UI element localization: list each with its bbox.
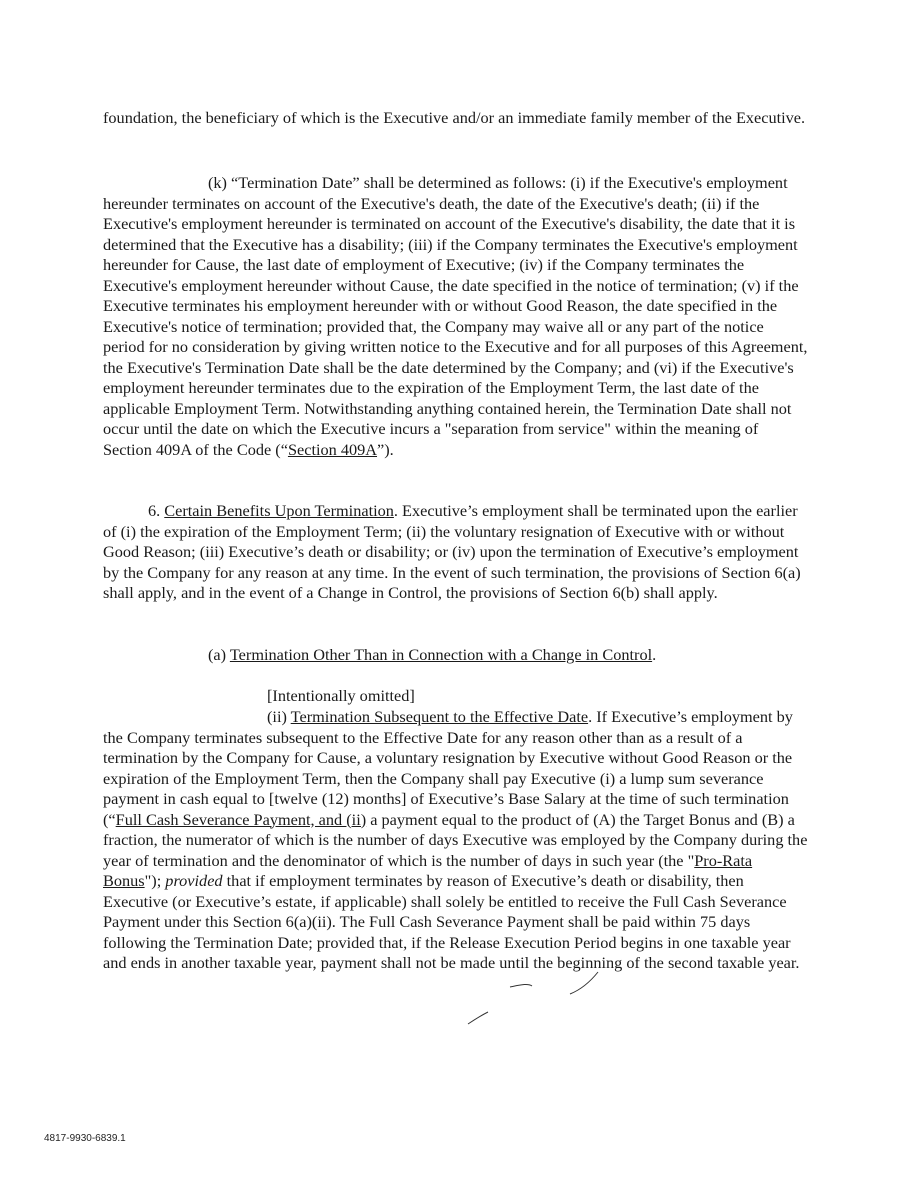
termination-date-text: (k) “Termination Date” shall be determined as follows: (i) if the Executive's employment hereunder terminates on account of the Executive's death, the date of the Executive's death; (ii) if the Executive's employment hereunder is terminated on account of the Executive's disability, the date that it is determined that the Executive has a disability; (iii) if the Company terminates the Executive's employment hereunder for Cause, the last date of employment of Executive; (iv) if the Company terminates the Executive's employment hereunder without Cause, the date specified in the notice of termination; (v) if the Executive terminates his employment hereunder with or without Good Reason, the date specified in the Executive's notice of termination; provided that, the Company may waive all or any part of the notice period for no consideration by giving written notice to the Executive and for all purposes of this Agreement, the Executive's Termination Date shall be the date determined by the Company; and (vi) if the Executive's employment hereunder terminates due to the expiration of the Employment Term, the last date of the applicable Employment Term. Notwithstanding anything contained herein, the Termination Date shall not occur until the date on which the Executive incurs a "separation from service" within the meaning of Section 409A of the Code (“ (103, 173, 808, 459)
subsection-i-text: [Intentionally omitted] (267, 686, 415, 705)
subsection-ii-paragraph (103, 707, 808, 974)
subsection-ii-part4: that if employment terminates by reason of Executive’s death or disability, then Executive (or Executive’s estate, if applicable) shall solely be entitled to receive the Full Cash Severance Payment under this Section 6(a)(ii). The Full Cash Severance Payment shall be paid within 75 days following the Termination Date; provided that, if the Release Execution Period begins in one taxable year and ends in another taxable year, payment shall not be made until the beginning of the second taxable year. (103, 871, 800, 972)
subsection-a-title: Termination Other Than in Connection with a Change in Control (229, 645, 653, 664)
subsection-a-number: (a) (208, 645, 230, 664)
continuation-text: foundation, the beneficiary of which is the Executive and/or an immediate family member of the Executive. (103, 108, 806, 127)
subsection-a-heading (208, 645, 808, 666)
termination-date-paragraph (103, 173, 808, 460)
section-6-number: 6. (148, 501, 165, 520)
termination-date-end: ”). (377, 439, 394, 459)
subsection-ii-part3: "); (144, 871, 166, 890)
full-cash-severance-defined-term: Full Cash Severance Payment, and (ii) (115, 809, 367, 829)
document-id-footer: 4817-9930-6839.1 (44, 1133, 126, 1144)
subsection-i-paragraph (267, 686, 807, 707)
section-6-body: . Executive’s employment shall be terminated upon the earlier of (i) the expiration of the Employment Term; (ii) the voluntary resignation of Executive with or without Good Reason; (iii) Executive’s death or disability; or (iv) upon the termination of Executive’s employment by the Company for any reason at any time. In the event of such termination, the provisions of Section 6(a) shall apply, and in the event of a Change in Control, the provisions of Section 6(b) shall apply. (103, 501, 801, 602)
section-6-paragraph (103, 501, 808, 604)
provided-italic: provided (165, 871, 223, 890)
subsection-a-end: . (652, 645, 657, 664)
subsection-ii-part2: a payment equal to the product of (A) the Target Bonus and (B) a fraction, the numerator of which is the number of days Executive was employed by the Company during the year of termination and the denominator of which is the number of days in such year (the " (103, 809, 808, 870)
subsection-ii-part1: . If Executive’s employment by the Company terminates subsequent to the Effective Date for any reason other than as a result of a termination by the Company for Cause, a voluntary resignation by Executive without Good Reason or the expiration of the Employment Term, then the Company shall pay Executive (i) a lump sum severance payment in cash equal to [twelve (12) months] of Executive’s Base Salary at the time of such termination (“ (103, 707, 793, 829)
pro-rata-bonus-defined-term: Pro-Rata Bonus (103, 850, 753, 890)
subsection-ii-title: Termination Subsequent to the Effective Date (290, 707, 589, 726)
subsection-ii-number: (ii) (267, 707, 291, 726)
section-6-title: Certain Benefits Upon Termination (164, 501, 394, 520)
continuation-paragraph (103, 108, 808, 129)
section-409a-defined-term: Section 409A (287, 439, 378, 459)
